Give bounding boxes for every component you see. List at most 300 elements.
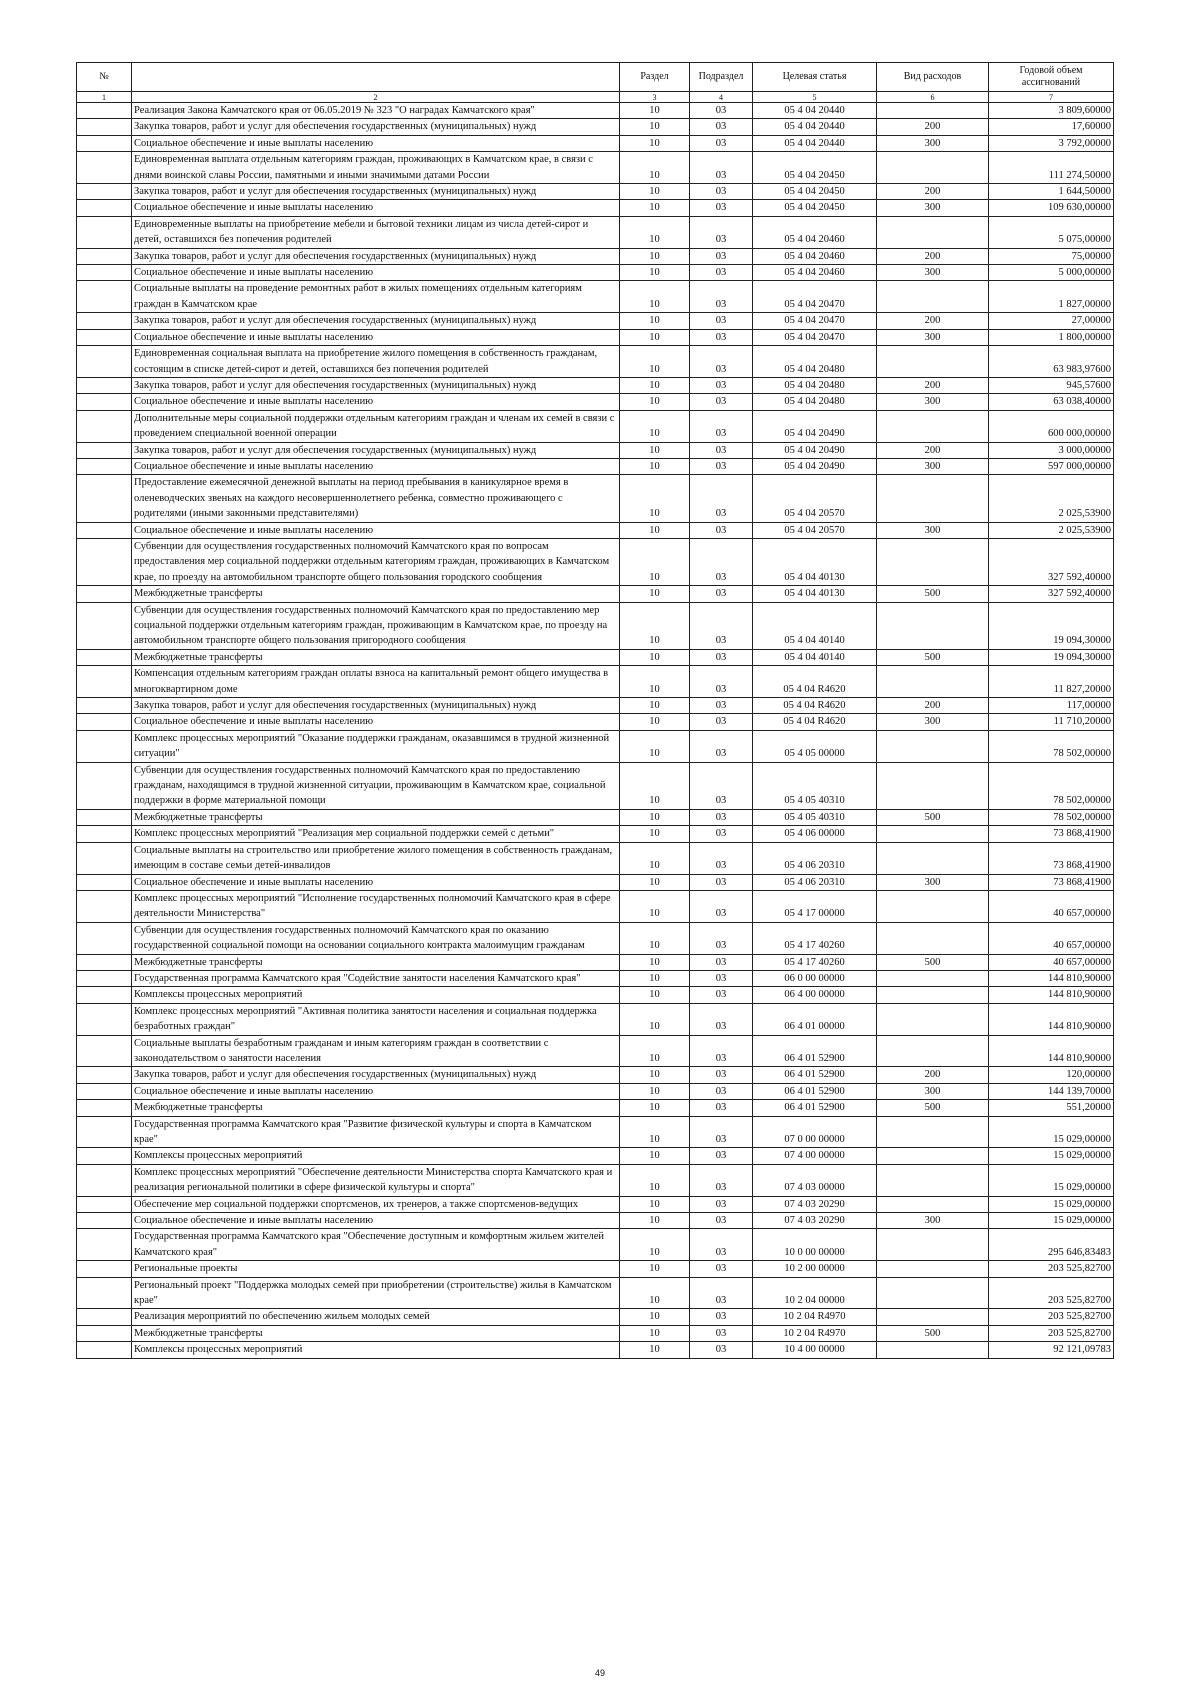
row-name-cell: Социальное обеспечение и иные выплаты населению	[132, 1213, 620, 1229]
row-target-article-cell: 05 4 06 20310	[753, 874, 877, 890]
row-amount-cell: 11 710,20000	[989, 714, 1114, 730]
column-number: 7	[989, 92, 1114, 103]
row-amount-cell: 73 868,41900	[989, 842, 1114, 874]
row-amount-cell: 945,57600	[989, 377, 1114, 393]
row-subsection-cell: 03	[690, 394, 753, 410]
row-name-cell: Государственная программа Камчатского края "Обеспечение доступным и комфортным жильем жителей Камчатского края"	[132, 1229, 620, 1261]
row-subsection-cell: 03	[690, 1277, 753, 1309]
row-name-cell: Закупка товаров, работ и услуг для обеспечения государственных (муниципальных) нужд	[132, 442, 620, 458]
row-name-cell: Комплексы процессных мероприятий	[132, 987, 620, 1003]
row-name-cell: Социальное обеспечение и иные выплаты населению	[132, 874, 620, 890]
row-subsection-cell: 03	[690, 329, 753, 345]
row-section-cell: 10	[620, 216, 690, 248]
table-row	[77, 1003, 1114, 1035]
row-section-cell: 10	[620, 1342, 690, 1358]
row-target-article-cell: 05 4 04 20440	[753, 119, 877, 135]
row-amount-cell: 73 868,41900	[989, 874, 1114, 890]
row-name-cell: Реализация Закона Камчатского края от 06.05.2019 № 323 "О наградах Камчатского края"	[132, 103, 620, 119]
row-amount-cell: 5 075,00000	[989, 216, 1114, 248]
row-expense-type-cell: 300	[877, 458, 989, 474]
row-subsection-cell: 03	[690, 248, 753, 264]
row-number-cell	[77, 1325, 132, 1341]
row-number-cell	[77, 1116, 132, 1148]
row-number-cell	[77, 475, 132, 522]
row-number-cell	[77, 1067, 132, 1083]
table-row	[77, 714, 1114, 730]
row-expense-type-cell	[877, 842, 989, 874]
row-target-article-cell: 06 4 01 52900	[753, 1100, 877, 1116]
row-section-cell: 10	[620, 329, 690, 345]
row-name-cell: Социальное обеспечение и иные выплаты населению	[132, 714, 620, 730]
row-expense-type-cell: 500	[877, 649, 989, 665]
row-name-cell: Социальное обеспечение и иные выплаты населению	[132, 522, 620, 538]
row-target-article-cell: 05 4 04 20480	[753, 346, 877, 378]
row-name-cell: Межбюджетные трансферты	[132, 1100, 620, 1116]
row-subsection-cell: 03	[690, 265, 753, 281]
row-amount-cell: 19 094,30000	[989, 602, 1114, 649]
row-number-cell	[77, 538, 132, 585]
row-expense-type-cell	[877, 602, 989, 649]
row-expense-type-cell: 200	[877, 377, 989, 393]
row-name-cell: Субвенции для осуществления государственных полномочий Камчатского края по предоставлению гражданам, находящимся в трудной жизненной ситуации, проживающим в Камчатском крае, социальной поддержки в форме материальной помощи	[132, 762, 620, 809]
row-subsection-cell: 03	[690, 1164, 753, 1196]
row-target-article-cell: 05 4 04 40130	[753, 538, 877, 585]
row-amount-cell: 120,00000	[989, 1067, 1114, 1083]
row-subsection-cell: 03	[690, 954, 753, 970]
row-number-cell	[77, 826, 132, 842]
row-amount-cell: 75,00000	[989, 248, 1114, 264]
row-number-cell	[77, 1083, 132, 1099]
table-row	[77, 135, 1114, 151]
row-amount-cell: 40 657,00000	[989, 954, 1114, 970]
row-subsection-cell: 03	[690, 1083, 753, 1099]
row-amount-cell: 551,20000	[989, 1100, 1114, 1116]
row-name-cell: Социальное обеспечение и иные выплаты населению	[132, 1083, 620, 1099]
row-name-cell: Межбюджетные трансферты	[132, 649, 620, 665]
row-subsection-cell: 03	[690, 1035, 753, 1067]
table-row	[77, 458, 1114, 474]
table-row	[77, 265, 1114, 281]
row-expense-type-cell	[877, 216, 989, 248]
row-amount-cell: 111 274,50000	[989, 152, 1114, 184]
row-amount-cell: 27,00000	[989, 313, 1114, 329]
row-subsection-cell: 03	[690, 458, 753, 474]
row-amount-cell: 600 000,00000	[989, 410, 1114, 442]
row-subsection-cell: 03	[690, 442, 753, 458]
row-amount-cell: 63 983,97600	[989, 346, 1114, 378]
table-row	[77, 1116, 1114, 1148]
row-section-cell: 10	[620, 922, 690, 954]
row-number-cell	[77, 809, 132, 825]
row-subsection-cell: 03	[690, 216, 753, 248]
row-section-cell: 10	[620, 475, 690, 522]
row-target-article-cell: 05 4 05 40310	[753, 809, 877, 825]
table-row	[77, 1148, 1114, 1164]
row-section-cell: 10	[620, 522, 690, 538]
row-amount-cell: 11 827,20000	[989, 666, 1114, 698]
row-subsection-cell: 03	[690, 666, 753, 698]
row-number-cell	[77, 377, 132, 393]
row-number-cell	[77, 103, 132, 119]
row-subsection-cell: 03	[690, 1325, 753, 1341]
table-row	[77, 730, 1114, 762]
table-row	[77, 1213, 1114, 1229]
row-name-cell: Закупка товаров, работ и услуг для обеспечения государственных (муниципальных) нужд	[132, 1067, 620, 1083]
row-amount-cell: 144 810,90000	[989, 1003, 1114, 1035]
row-amount-cell: 3 809,60000	[989, 103, 1114, 119]
row-expense-type-cell: 300	[877, 714, 989, 730]
row-number-cell	[77, 458, 132, 474]
row-name-cell: Комплекс процессных мероприятий "Оказание поддержки гражданам, оказавшимся в трудной жизненной ситуации"	[132, 730, 620, 762]
table-row	[77, 970, 1114, 986]
row-amount-cell: 327 592,40000	[989, 586, 1114, 602]
table-row	[77, 1309, 1114, 1325]
row-name-cell: Единовременная выплата отдельным категориям граждан, проживающих в Камчатском крае, в связи с днями воинской славы России, памятными и иными значимыми датами России	[132, 152, 620, 184]
row-number-cell	[77, 730, 132, 762]
row-name-cell: Закупка товаров, работ и услуг для обеспечения государственных (муниципальных) нужд	[132, 698, 620, 714]
row-amount-cell: 17,60000	[989, 119, 1114, 135]
row-section-cell: 10	[620, 826, 690, 842]
table-row	[77, 1277, 1114, 1309]
row-amount-cell: 40 657,00000	[989, 922, 1114, 954]
row-expense-type-cell	[877, 1229, 989, 1261]
row-subsection-cell: 03	[690, 698, 753, 714]
row-expense-type-cell	[877, 1116, 989, 1148]
row-number-cell	[77, 1164, 132, 1196]
row-expense-type-cell	[877, 826, 989, 842]
row-number-cell	[77, 248, 132, 264]
table-row	[77, 538, 1114, 585]
row-section-cell: 10	[620, 874, 690, 890]
row-target-article-cell: 10 2 04 R4970	[753, 1309, 877, 1325]
row-expense-type-cell	[877, 1309, 989, 1325]
budget-allocation-table	[76, 62, 1114, 1359]
row-expense-type-cell	[877, 475, 989, 522]
column-number: 3	[620, 92, 690, 103]
row-target-article-cell: 10 2 00 00000	[753, 1261, 877, 1277]
row-subsection-cell: 03	[690, 1342, 753, 1358]
row-target-article-cell: 05 4 04 R4620	[753, 714, 877, 730]
row-subsection-cell: 03	[690, 1261, 753, 1277]
header-number: №	[77, 63, 132, 92]
row-number-cell	[77, 842, 132, 874]
row-name-cell: Обеспечение мер социальной поддержки спортсменов, их тренеров, а также спортсменов-ведущих	[132, 1196, 620, 1212]
table-row	[77, 200, 1114, 216]
row-expense-type-cell	[877, 970, 989, 986]
row-expense-type-cell	[877, 890, 989, 922]
row-expense-type-cell: 500	[877, 1325, 989, 1341]
row-section-cell: 10	[620, 346, 690, 378]
row-target-article-cell: 05 4 04 20490	[753, 442, 877, 458]
row-expense-type-cell	[877, 1196, 989, 1212]
row-name-cell: Социальное обеспечение и иные выплаты населению	[132, 329, 620, 345]
row-target-article-cell: 06 4 01 52900	[753, 1067, 877, 1083]
row-section-cell: 10	[620, 248, 690, 264]
row-expense-type-cell	[877, 103, 989, 119]
row-target-article-cell: 10 0 00 00000	[753, 1229, 877, 1261]
row-subsection-cell: 03	[690, 987, 753, 1003]
table-row	[77, 394, 1114, 410]
row-section-cell: 10	[620, 842, 690, 874]
row-expense-type-cell	[877, 346, 989, 378]
row-section-cell: 10	[620, 602, 690, 649]
row-amount-cell: 597 000,00000	[989, 458, 1114, 474]
table-row	[77, 248, 1114, 264]
row-name-cell: Социальные выплаты на проведение ремонтных работ в жилых помещениях отдельным категориям граждан в Камчатском крае	[132, 281, 620, 313]
row-subsection-cell: 03	[690, 475, 753, 522]
row-amount-cell: 92 121,09783	[989, 1342, 1114, 1358]
row-section-cell: 10	[620, 119, 690, 135]
row-number-cell	[77, 200, 132, 216]
row-number-cell	[77, 1003, 132, 1035]
table-row	[77, 954, 1114, 970]
row-number-cell	[77, 1213, 132, 1229]
row-section-cell: 10	[620, 1148, 690, 1164]
row-expense-type-cell	[877, 538, 989, 585]
row-target-article-cell: 05 4 04 20480	[753, 377, 877, 393]
row-number-cell	[77, 265, 132, 281]
row-number-cell	[77, 874, 132, 890]
table-row	[77, 602, 1114, 649]
row-target-article-cell: 05 4 06 20310	[753, 842, 877, 874]
row-number-cell	[77, 1229, 132, 1261]
row-number-cell	[77, 1100, 132, 1116]
column-number: 2	[132, 92, 620, 103]
row-name-cell: Межбюджетные трансферты	[132, 586, 620, 602]
row-section-cell: 10	[620, 1116, 690, 1148]
row-target-article-cell: 05 4 04 20460	[753, 216, 877, 248]
row-target-article-cell: 05 4 04 20480	[753, 394, 877, 410]
row-number-cell	[77, 329, 132, 345]
row-amount-cell: 15 029,00000	[989, 1116, 1114, 1148]
row-name-cell: Комплекс процессных мероприятий "Исполнение государственных полномочий Камчатского края в сфере деятельности Министерства"	[132, 890, 620, 922]
row-number-cell	[77, 313, 132, 329]
row-name-cell: Закупка товаров, работ и услуг для обеспечения государственных (муниципальных) нужд	[132, 119, 620, 135]
row-section-cell: 10	[620, 377, 690, 393]
row-expense-type-cell: 500	[877, 954, 989, 970]
table-row	[77, 987, 1114, 1003]
table-row	[77, 152, 1114, 184]
table-row	[77, 1196, 1114, 1212]
row-expense-type-cell: 200	[877, 313, 989, 329]
row-name-cell: Субвенции для осуществления государственных полномочий Камчатского края по оказанию государственной социальной помощи на основании социального контракта малоимущим гражданам	[132, 922, 620, 954]
row-subsection-cell: 03	[690, 522, 753, 538]
row-target-article-cell: 05 4 04 20450	[753, 184, 877, 200]
row-section-cell: 10	[620, 394, 690, 410]
row-subsection-cell: 03	[690, 152, 753, 184]
row-name-cell: Межбюджетные трансферты	[132, 954, 620, 970]
table-row	[77, 698, 1114, 714]
column-number: 6	[877, 92, 989, 103]
row-name-cell: Социальное обеспечение и иные выплаты населению	[132, 265, 620, 281]
row-expense-type-cell	[877, 1164, 989, 1196]
row-subsection-cell: 03	[690, 890, 753, 922]
table-row	[77, 103, 1114, 119]
row-expense-type-cell	[877, 152, 989, 184]
table-row	[77, 329, 1114, 345]
row-section-cell: 10	[620, 586, 690, 602]
row-section-cell: 10	[620, 1067, 690, 1083]
row-expense-type-cell: 300	[877, 329, 989, 345]
row-section-cell: 10	[620, 714, 690, 730]
table-header-row	[77, 63, 1114, 92]
row-amount-cell: 2 025,53900	[989, 475, 1114, 522]
row-expense-type-cell: 300	[877, 874, 989, 890]
header-subsection: Подраздел	[690, 63, 753, 92]
row-subsection-cell: 03	[690, 922, 753, 954]
row-amount-cell: 78 502,00000	[989, 762, 1114, 809]
row-name-cell: Межбюджетные трансферты	[132, 809, 620, 825]
column-number: 5	[753, 92, 877, 103]
row-number-cell	[77, 714, 132, 730]
row-target-article-cell: 05 4 04 20450	[753, 152, 877, 184]
row-target-article-cell: 06 4 01 52900	[753, 1035, 877, 1067]
row-section-cell: 10	[620, 649, 690, 665]
row-target-article-cell: 07 0 00 00000	[753, 1116, 877, 1148]
table-row	[77, 842, 1114, 874]
row-number-cell	[77, 954, 132, 970]
row-subsection-cell: 03	[690, 586, 753, 602]
row-target-article-cell: 06 4 01 00000	[753, 1003, 877, 1035]
table-row	[77, 1229, 1114, 1261]
row-section-cell: 10	[620, 762, 690, 809]
row-target-article-cell: 07 4 03 20290	[753, 1213, 877, 1229]
header-name	[132, 63, 620, 92]
row-subsection-cell: 03	[690, 826, 753, 842]
row-subsection-cell: 03	[690, 103, 753, 119]
table-row	[77, 666, 1114, 698]
row-number-cell	[77, 922, 132, 954]
row-expense-type-cell	[877, 1003, 989, 1035]
row-name-cell: Межбюджетные трансферты	[132, 1325, 620, 1341]
row-target-article-cell: 05 4 04 20450	[753, 200, 877, 216]
table-row	[77, 1261, 1114, 1277]
row-number-cell	[77, 216, 132, 248]
table-row	[77, 826, 1114, 842]
row-subsection-cell: 03	[690, 200, 753, 216]
row-target-article-cell: 05 4 04 20490	[753, 410, 877, 442]
row-amount-cell: 3 000,00000	[989, 442, 1114, 458]
row-section-cell: 10	[620, 152, 690, 184]
row-subsection-cell: 03	[690, 1229, 753, 1261]
row-target-article-cell: 07 4 03 20290	[753, 1196, 877, 1212]
row-expense-type-cell: 200	[877, 442, 989, 458]
row-section-cell: 10	[620, 313, 690, 329]
table-row	[77, 119, 1114, 135]
row-subsection-cell: 03	[690, 410, 753, 442]
row-amount-cell: 1 827,00000	[989, 281, 1114, 313]
row-target-article-cell: 05 4 04 20490	[753, 458, 877, 474]
row-number-cell	[77, 1261, 132, 1277]
row-amount-cell: 15 029,00000	[989, 1148, 1114, 1164]
row-target-article-cell: 05 4 04 20440	[753, 103, 877, 119]
header-section: Раздел	[620, 63, 690, 92]
row-amount-cell: 203 525,82700	[989, 1325, 1114, 1341]
table-row	[77, 522, 1114, 538]
row-number-cell	[77, 394, 132, 410]
row-number-cell	[77, 442, 132, 458]
row-number-cell	[77, 1309, 132, 1325]
row-subsection-cell: 03	[690, 313, 753, 329]
row-subsection-cell: 03	[690, 119, 753, 135]
row-name-cell: Региональный проект "Поддержка молодых семей при приобретении (строительстве) жилья в Камчатском крае"	[132, 1277, 620, 1309]
table-row	[77, 1164, 1114, 1196]
row-section-cell: 10	[620, 200, 690, 216]
row-expense-type-cell: 200	[877, 698, 989, 714]
row-number-cell	[77, 1277, 132, 1309]
row-target-article-cell: 05 4 04 20440	[753, 135, 877, 151]
table-row	[77, 410, 1114, 442]
row-name-cell: Социальное обеспечение и иные выплаты населению	[132, 200, 620, 216]
table-row	[77, 890, 1114, 922]
column-number: 1	[77, 92, 132, 103]
row-name-cell: Комплекс процессных мероприятий "Обеспечение деятельности Министерства спорта Камчатского края и реализация региональной политики в сфере физической культуры и спорта"	[132, 1164, 620, 1196]
row-section-cell: 10	[620, 1229, 690, 1261]
row-section-cell: 10	[620, 1035, 690, 1067]
row-name-cell: Закупка товаров, работ и услуг для обеспечения государственных (муниципальных) нужд	[132, 248, 620, 264]
row-name-cell: Социальное обеспечение и иные выплаты населению	[132, 458, 620, 474]
row-subsection-cell: 03	[690, 649, 753, 665]
row-target-article-cell: 05 4 04 40130	[753, 586, 877, 602]
row-number-cell	[77, 987, 132, 1003]
row-number-cell	[77, 1342, 132, 1358]
row-section-cell: 10	[620, 410, 690, 442]
row-number-cell	[77, 410, 132, 442]
table-row	[77, 216, 1114, 248]
row-name-cell: Реализация мероприятий по обеспечению жильем молодых семей	[132, 1309, 620, 1325]
row-target-article-cell: 10 2 04 R4970	[753, 1325, 877, 1341]
row-section-cell: 10	[620, 1277, 690, 1309]
row-subsection-cell: 03	[690, 809, 753, 825]
row-subsection-cell: 03	[690, 762, 753, 809]
row-section-cell: 10	[620, 890, 690, 922]
row-section-cell: 10	[620, 987, 690, 1003]
row-target-article-cell: 05 4 05 00000	[753, 730, 877, 762]
row-name-cell: Закупка товаров, работ и услуг для обеспечения государственных (муниципальных) нужд	[132, 184, 620, 200]
row-amount-cell: 19 094,30000	[989, 649, 1114, 665]
row-amount-cell: 15 029,00000	[989, 1213, 1114, 1229]
row-expense-type-cell: 500	[877, 586, 989, 602]
row-target-article-cell: 05 4 04 40140	[753, 649, 877, 665]
row-section-cell: 10	[620, 1083, 690, 1099]
row-expense-type-cell	[877, 1035, 989, 1067]
row-amount-cell: 15 029,00000	[989, 1196, 1114, 1212]
row-target-article-cell: 05 4 04 R4620	[753, 698, 877, 714]
header-annual-amount: Годовой объем ассигнований	[989, 63, 1114, 92]
row-name-cell: Комплекс процессных мероприятий "Реализация мер социальной поддержки семей с детьми"	[132, 826, 620, 842]
row-name-cell: Социальное обеспечение и иные выплаты населению	[132, 135, 620, 151]
row-target-article-cell: 05 4 17 40260	[753, 954, 877, 970]
row-target-article-cell: 05 4 04 20460	[753, 248, 877, 264]
row-amount-cell: 203 525,82700	[989, 1261, 1114, 1277]
row-number-cell	[77, 152, 132, 184]
row-name-cell: Субвенции для осуществления государственных полномочий Камчатского края по предоставлению мер социальной поддержки отдельным категориям граждан, проживающим в Камчатском крае, по проезду на автомобильном транспорте общего пользования пригородного сообщения	[132, 602, 620, 649]
row-section-cell: 10	[620, 458, 690, 474]
row-number-cell	[77, 119, 132, 135]
row-section-cell: 10	[620, 184, 690, 200]
row-section-cell: 10	[620, 1309, 690, 1325]
row-expense-type-cell: 200	[877, 119, 989, 135]
row-name-cell: Компенсация отдельным категориям граждан оплаты взноса на капитальный ремонт общего имущества в многоквартирном доме	[132, 666, 620, 698]
row-expense-type-cell	[877, 987, 989, 1003]
row-expense-type-cell	[877, 666, 989, 698]
row-number-cell	[77, 698, 132, 714]
row-name-cell: Дополнительные меры социальной поддержки отдельным категориям граждан и членам их семей в связи с проведением специальной военной операции	[132, 410, 620, 442]
row-subsection-cell: 03	[690, 1067, 753, 1083]
row-target-article-cell: 05 4 06 00000	[753, 826, 877, 842]
row-number-cell	[77, 586, 132, 602]
row-expense-type-cell	[877, 1261, 989, 1277]
